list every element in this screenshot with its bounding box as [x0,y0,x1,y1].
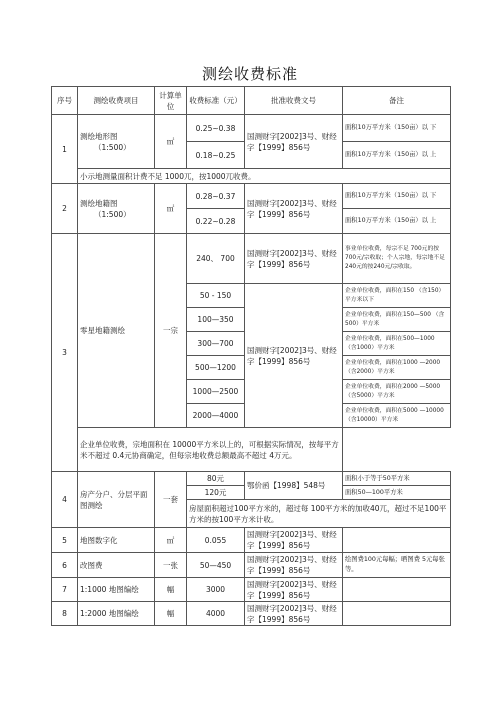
unit-cell: 一套 [155,472,187,528]
item-scale: （1:500） [94,142,131,152]
fee-table [51,86,451,626]
doc-cell: 国测财字[2002]3号、财经字【1999】856号 [245,528,343,553]
remark-cell: 面积10万平方米（150亩）以 下 [343,115,451,142]
doc-cell: 国测财字[2002]3号、财经字【1999】856号 [245,115,343,169]
fee-cell: 240、 700 [187,234,245,284]
fee-cell: 80元 [187,472,245,486]
header-remark: 备注 [343,87,451,115]
table-row [52,472,451,486]
unit-cell: 一宗 [155,234,187,428]
remark-cell: 面积10万平方米（150亩）以 上 [343,209,451,234]
item-name: 房产分户、分层平面图测绘 [78,472,155,528]
fee-cell: 0.22~0.28 [187,209,245,234]
item-scale: （1:500） [94,209,131,219]
unit-cell: 一张 [155,553,187,578]
row-number: 6 [52,553,78,578]
page-title: 测绘收费标准 [201,65,298,83]
table-row [52,169,451,184]
unit-cell: ㎡ [155,115,187,169]
doc-cell: 国测财字[2002]3号、财经字【1999】856号 [245,553,343,578]
header-doc: 批准收费文号 [245,87,343,115]
row-number: 3 [52,234,78,472]
remark-cell: 企业单位收费，面积在2000 —5000 （含5000）平方米 [343,380,451,404]
item-name [78,184,155,234]
header-unit: 计算单位 [155,87,187,115]
header-no: 序号 [52,87,78,115]
remark-cell: 企业单位收费，面积在1000 —2000 （含2000）平方米 [343,356,451,380]
item-title: 测绘地形图 [80,131,118,141]
unit-cell: ㎡ [155,184,187,234]
remark-cell: 绘图费100元每幅；晒图费 5元每张等。 [343,553,451,578]
remark-cell: 面积50—100平方米 [343,486,451,500]
remark-cell: 面积10万平方米（150亩）以 下 [343,184,451,209]
table-row [52,234,451,284]
fee-cell: 0.055 [187,528,245,553]
remark-cell: 企业单位收费，面积在150—500 （含500）平方米 [343,308,451,332]
remark-cell: 企业单位收费，面积在150 （含150）平方米以下 [343,284,451,308]
remark-cell: 面积10万平方米（150亩）以 上 [343,142,451,169]
row-number: 7 [52,578,78,602]
header-row [52,87,451,115]
table-row [52,553,451,578]
header-fee: 收费标准（元） [187,87,245,115]
table-row [52,184,451,209]
doc-cell: 国测财字[2002]3号、财经字【1999】856号 [245,602,343,626]
row-number: 8 [52,602,78,626]
fee-cell: 0.28~0.37 [187,184,245,209]
fee-cell: 300—700 [187,332,245,356]
fee-cell: 100—350 [187,308,245,332]
table-row [52,528,451,553]
item-name [78,115,155,169]
item-name: 零星地籍测绘 [78,234,155,428]
item-name: 1:2000 地图编绘 [78,602,155,626]
remark-cell: 面积小于等于50平方米 [343,472,451,486]
fee-cell: 3000 [187,578,245,602]
remark-cell: 事业单位收费，每宗不足 700元的按700元/宗收取；个人宗地，每宗地不足240元的按240元/宗收取。 [343,234,451,284]
fee-cell: 120元 [187,486,245,500]
table-row [52,578,451,602]
note-cell: 小示地测量面积计费不足 1000兀，按1000兀收费。 [78,169,451,184]
fee-cell: 2000—4000 [187,404,245,428]
fee-cell: 0.25~0.38 [187,115,245,142]
table-row [52,115,451,142]
doc-cell: 国测财字[2002]3号、财经字【1999】856号 [245,234,343,284]
item-name: 1:1000 地图编绘 [78,578,155,602]
table-row [52,602,451,626]
doc-cell: 国测财字[2002]3号、财经字【1999】856号 [245,184,343,234]
unit-cell: 幅 [155,602,187,626]
fee-cell: 4000 [187,602,245,626]
note-cell: 房屋面积超过100平方米的，超过每 100平方米的加收40兀，超过不足100平方米的按100平方米计收。 [187,500,451,528]
note-cell: 企业单位收费，宗地面积在 10000平方米以上的，可根据实际情况，按每平方米不超过 0.4元协商确定，但每宗地收费总额最高不超过 4万元。 [78,428,343,472]
table-row [52,428,451,472]
fee-cell: 50 - 150 [187,284,245,308]
fee-cell: 500—1200 [187,356,245,380]
fee-cell: 50—450 [187,553,245,578]
remark-cell [343,528,451,553]
doc-cell: 国测财字[2002]3号、财经字【1999】856号 [245,578,343,602]
row-number: 2 [52,184,78,234]
unit-cell: ㎡ [155,528,187,553]
header-item: 测绘收费项目 [78,87,155,115]
item-name: 改图费 [78,553,155,578]
remark-cell [343,602,451,626]
row-number: 1 [52,115,78,184]
doc-cell: 国测财字[2002]3号、财经字【1999】856号 [245,284,343,428]
row-number: 5 [52,528,78,553]
fee-cell: 0.18~0.25 [187,142,245,169]
doc-cell: 鄂价函【1998】548号 [245,472,343,500]
row-number: 4 [52,472,78,528]
unit-cell: 幅 [155,578,187,602]
remark-cell [343,578,451,602]
fee-cell: 1000—2500 [187,380,245,404]
remark-cell: 企业单位收费，面积在5000 —10000 （含10000）平方米 [343,404,451,428]
remark-cell: 企业单位收费，面积在500—1000 （含1000）平方米 [343,332,451,356]
item-name: 地图数字化 [78,528,155,553]
item-title: 测绘地籍图 [80,198,118,208]
